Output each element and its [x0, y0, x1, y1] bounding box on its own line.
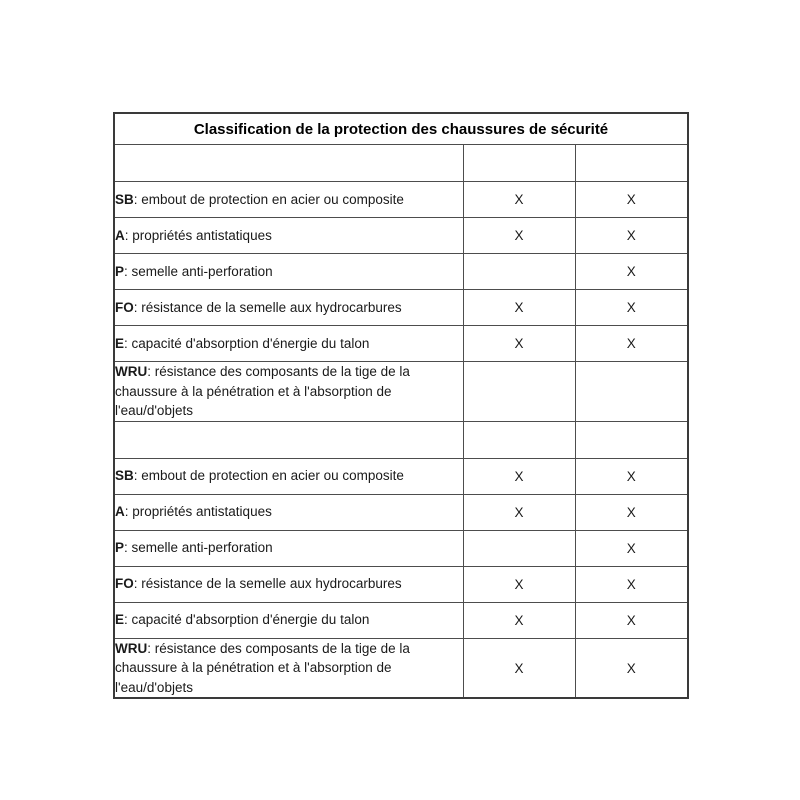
characteristic-desc: : semelle anti-perforation — [124, 263, 273, 279]
section1-characteristics-header: Caractéristiques — [114, 145, 463, 182]
value-cell — [463, 254, 575, 290]
value-cell: X — [463, 290, 575, 326]
characteristic-desc: : capacité d'absorption d'énergie du talon — [124, 335, 370, 351]
table-row — [114, 326, 688, 362]
section2-class-s3-header: S3 — [575, 421, 688, 458]
characteristic-code: P — [115, 540, 125, 556]
value-cell — [463, 362, 575, 422]
characteristic-code: E — [115, 612, 125, 628]
value-cell: X — [575, 458, 688, 494]
characteristic-code: A — [115, 227, 125, 243]
value-cell: X — [575, 254, 688, 290]
characteristic-cell — [114, 602, 463, 638]
section1-class-s1-header: S1 — [463, 145, 575, 182]
characteristic-desc: : résistance de la semelle aux hydrocarbures — [133, 299, 402, 315]
characteristic-cell — [114, 326, 463, 362]
characteristic-cell — [114, 254, 463, 290]
value-cell: X — [575, 182, 688, 218]
table-row — [114, 290, 688, 326]
characteristic-code: SB — [115, 191, 134, 207]
characteristic-cell — [114, 182, 463, 218]
characteristic-desc: : semelle anti-perforation — [124, 540, 273, 556]
value-cell: X — [575, 602, 688, 638]
value-cell: X — [575, 530, 688, 566]
section2-characteristics-header: Caractéristiques — [114, 421, 463, 458]
value-cell: X — [575, 326, 688, 362]
table-row — [114, 218, 688, 254]
characteristic-cell — [114, 638, 463, 698]
title-row — [114, 113, 688, 145]
characteristic-desc: : résistance des composants de la tige de la chaussure à la pénétration et à l'absorption de l'eau/d'objets — [115, 640, 410, 695]
value-cell — [575, 362, 688, 422]
value-cell: X — [463, 494, 575, 530]
characteristic-cell — [114, 218, 463, 254]
section2-header-row — [114, 421, 688, 458]
characteristic-cell — [114, 458, 463, 494]
value-cell: X — [575, 218, 688, 254]
value-cell: X — [463, 602, 575, 638]
table-row — [114, 638, 688, 698]
table-title: Classification de la protection des chaussures de sécurité — [114, 113, 688, 145]
characteristic-desc: : résistance de la semelle aux hydrocarbures — [133, 576, 402, 592]
characteristic-desc: : propriétés antistatiques — [124, 227, 272, 243]
characteristic-code: WRU — [115, 640, 148, 656]
value-cell: X — [575, 494, 688, 530]
value-cell: X — [575, 638, 688, 698]
characteristic-cell — [114, 494, 463, 530]
characteristic-cell — [114, 362, 463, 422]
characteristic-desc: : résistance des composants de la tige de la chaussure à la pénétration et à l'absorption de l'eau/d'objets — [115, 364, 410, 419]
characteristic-cell — [114, 566, 463, 602]
value-cell: X — [575, 290, 688, 326]
table-row — [114, 182, 688, 218]
characteristic-desc: : propriétés antistatiques — [124, 504, 272, 520]
characteristic-desc: : embout de protection en acier ou composite — [133, 191, 404, 207]
characteristic-code: WRU — [115, 364, 148, 379]
table-row — [114, 458, 688, 494]
characteristic-cell — [114, 290, 463, 326]
value-cell — [463, 530, 575, 566]
value-cell: X — [463, 566, 575, 602]
value-cell: X — [463, 218, 575, 254]
characteristic-code: P — [115, 263, 125, 279]
characteristic-code: FO — [115, 299, 134, 315]
characteristic-cell — [114, 530, 463, 566]
table-row — [114, 530, 688, 566]
classification-table — [113, 112, 689, 699]
characteristic-code: SB — [115, 468, 134, 484]
value-cell: X — [463, 182, 575, 218]
table-row — [114, 362, 688, 422]
table-row — [114, 566, 688, 602]
characteristic-desc: : capacité d'absorption d'énergie du talon — [124, 612, 370, 628]
value-cell: X — [575, 566, 688, 602]
characteristic-code: FO — [115, 576, 134, 592]
section2-class-s2-header: S2 — [463, 421, 575, 458]
table-row — [114, 602, 688, 638]
value-cell: X — [463, 326, 575, 362]
table-row — [114, 494, 688, 530]
characteristic-code: E — [115, 335, 125, 351]
characteristic-desc: : embout de protection en acier ou composite — [133, 468, 404, 484]
value-cell: X — [463, 458, 575, 494]
section1-header-row — [114, 145, 688, 182]
value-cell: X — [463, 638, 575, 698]
table-row — [114, 254, 688, 290]
section1-class-s1p-header: S1P — [575, 145, 688, 182]
characteristic-code: A — [115, 504, 125, 520]
